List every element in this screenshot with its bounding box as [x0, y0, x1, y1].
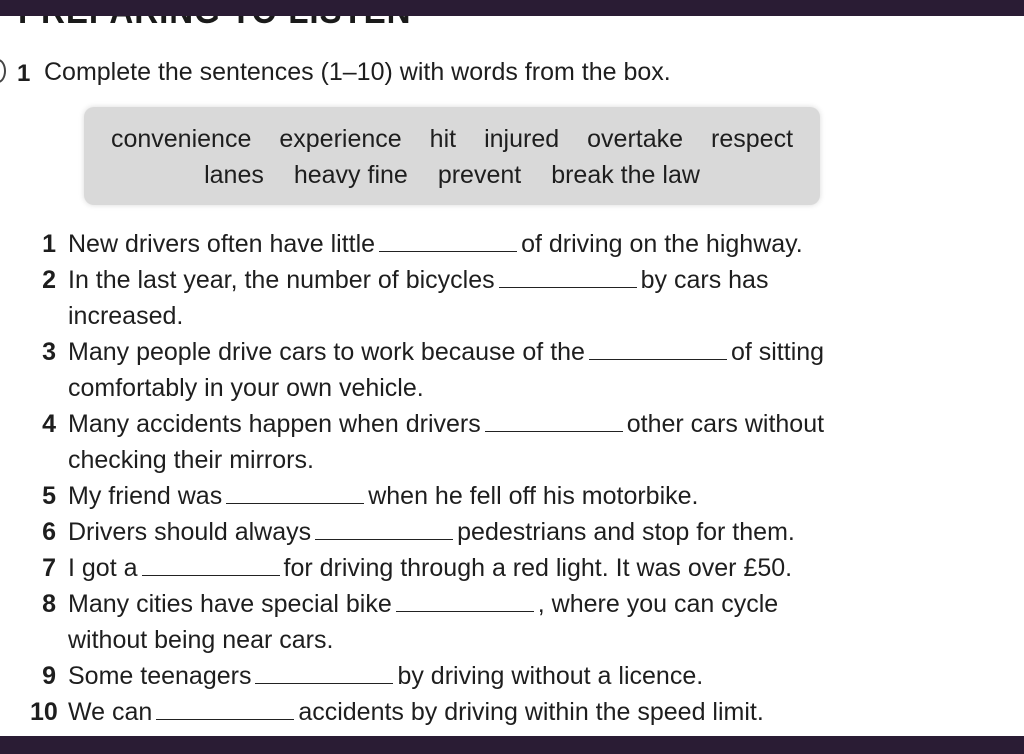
question-number: 5	[42, 482, 56, 510]
question-text-before: In the last year, the number of bicycles	[68, 266, 495, 294]
question-text-after: other cars without	[626, 410, 825, 438]
question-number: 10	[30, 698, 58, 726]
question-item	[30, 262, 890, 334]
question-list	[30, 226, 890, 730]
word-injured: injured	[484, 125, 560, 153]
question-text-after: by cars has	[640, 266, 769, 294]
question-item	[30, 658, 890, 694]
question-text-after: for driving through a red light. It was over £50.	[283, 554, 793, 582]
question-text-before: Many accidents happen when drivers	[68, 410, 481, 438]
question-item	[30, 334, 890, 406]
question-text-before: We can	[68, 698, 153, 726]
answer-blank[interactable]	[485, 409, 623, 432]
question-text-before: Some teenagers	[68, 662, 252, 690]
word-convenience: convenience	[110, 125, 252, 153]
question-text-after: accidents by driving within the speed limit.	[298, 698, 764, 726]
question-item	[30, 694, 890, 730]
answer-blank[interactable]	[499, 265, 637, 288]
question-text-before: Drivers should always	[68, 518, 312, 546]
answer-blank[interactable]	[589, 337, 727, 360]
exercise-number: 1	[17, 60, 31, 87]
question-item	[30, 550, 890, 586]
question-text-after: , where you can cycle	[537, 590, 779, 618]
answer-blank[interactable]	[379, 229, 517, 252]
word-overtake: overtake	[587, 125, 684, 153]
answer-blank[interactable]	[142, 553, 280, 576]
question-number: 1	[42, 230, 56, 258]
word-box	[84, 107, 820, 205]
question-text-continued: without being near cars.	[68, 626, 334, 654]
question-number: 8	[42, 590, 56, 618]
word-hit: hit	[429, 125, 457, 153]
answer-blank[interactable]	[255, 661, 393, 684]
question-text-after: of driving on the highway.	[521, 230, 803, 258]
word-heavy-fine: heavy fine	[293, 161, 408, 189]
question-number: 2	[42, 266, 56, 294]
question-text-continued: checking their mirrors.	[68, 446, 314, 474]
question-number: 3	[42, 338, 56, 366]
question-item	[30, 478, 890, 514]
question-text-after: when he fell off his motorbike.	[368, 482, 699, 510]
question-text-after: pedestrians and stop for them.	[457, 518, 795, 546]
question-text-after: of sitting	[730, 338, 825, 366]
word-box-row-2	[84, 157, 820, 193]
question-item	[30, 586, 890, 658]
question-text-continued: comfortably in your own vehicle.	[68, 374, 424, 402]
question-text-before: Many cities have special bike	[68, 590, 392, 618]
audio-icon	[0, 59, 6, 83]
question-number: 6	[42, 518, 56, 546]
word-prevent: prevent	[437, 161, 522, 189]
answer-blank[interactable]	[396, 589, 534, 612]
word-respect: respect	[711, 125, 794, 153]
question-number: 4	[42, 410, 56, 438]
question-item	[30, 514, 890, 550]
question-text-before: New drivers often have little	[68, 230, 376, 258]
exercise-instruction: Complete the sentences (1–10) with words from the box.	[44, 58, 671, 86]
word-lanes: lanes	[204, 161, 264, 189]
word-box-row-1	[84, 121, 820, 157]
question-text-before: I got a	[68, 554, 138, 582]
question-text-before: My friend was	[68, 482, 223, 510]
answer-blank[interactable]	[156, 697, 294, 720]
answer-blank[interactable]	[315, 517, 453, 540]
word-experience: experience	[279, 125, 402, 153]
top-frame-bar	[0, 0, 1024, 16]
question-number: 7	[42, 554, 56, 582]
question-number: 9	[42, 662, 56, 690]
question-text-after: by driving without a licence.	[397, 662, 704, 690]
answer-blank[interactable]	[226, 481, 364, 504]
word-break-the-law: break the law	[551, 161, 700, 189]
question-item	[30, 406, 890, 478]
question-text-continued: increased.	[68, 302, 184, 330]
question-item	[30, 226, 890, 262]
question-text-before: Many people drive cars to work because of the	[68, 338, 585, 366]
bottom-frame-bar	[0, 736, 1024, 754]
